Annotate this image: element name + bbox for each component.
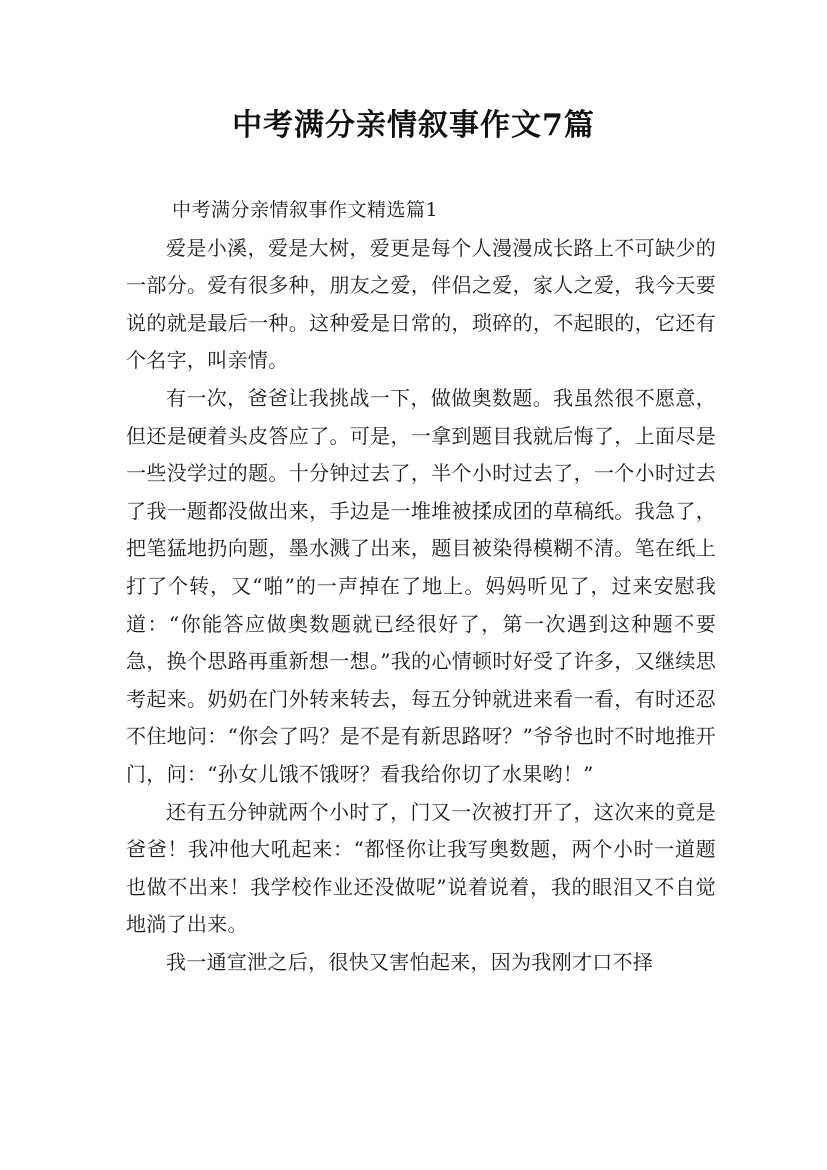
paragraph: 有一次，爸爸让我挑战一下，做做奥数题。我虽然很不愿意，但还是硬着头皮答应了。可是，一拿到题目我就后悔了，上面尽是一些没学过的题。十分钟过去了，半个小时过去了，一个小时过去了我一题都没做出来，手边是一堆堆被揉成团的草稿纸。我急了，把笔猛地扔向题，墨水溅了出来，题目被染得模糊不清。笔在纸上打了个转，又“啪”的一声掉在了地上。妈妈听见了，过来安慰我道：“你能答应做奥数题就已经很好了，第一次遇到这种题不要急，换个思路再重新想一想。”我的心情顿时好受了许多，又继续思考起来。奶奶在门外转来转去，每五分钟就进来看一看，有时还忍不住地问：“你会了吗？是不是有新思路呀？”爷爷也时不时地推开门，问：“孙女儿饿不饿呀？看我给你切了水果哟！” xyxy=(126,385,716,786)
document-title: 中考满分亲情叙事作文7篇 xyxy=(232,108,595,143)
section-heading: 中考满分亲情叙事作文精选篇1 xyxy=(172,199,439,221)
paragraph: 还有五分钟就两个小时了，门又一次被打开了，这次来的竟是爸爸！我冲他大吼起来：“都怪你让我写奥数题，两个小时一道题也做不出来！我学校作业还没做呢”说着说着，我的眼泪又不自觉地淌了出来。 xyxy=(126,799,716,937)
document-body xyxy=(126,192,716,981)
paragraph: 爱是小溪，爱是大树，爱更是每个人漫漫成长路上不可缺少的一部分。爱有很多种，朋友之爱，伴侣之爱，家人之爱，我今天要说的就是最后一种。这种爱是日常的，琐碎的，不起眼的，它还有个名字，叫亲情。 xyxy=(126,235,716,373)
paragraph: 我一通宣泄之后，很快又害怕起来，因为我刚才口不择 xyxy=(166,949,654,974)
